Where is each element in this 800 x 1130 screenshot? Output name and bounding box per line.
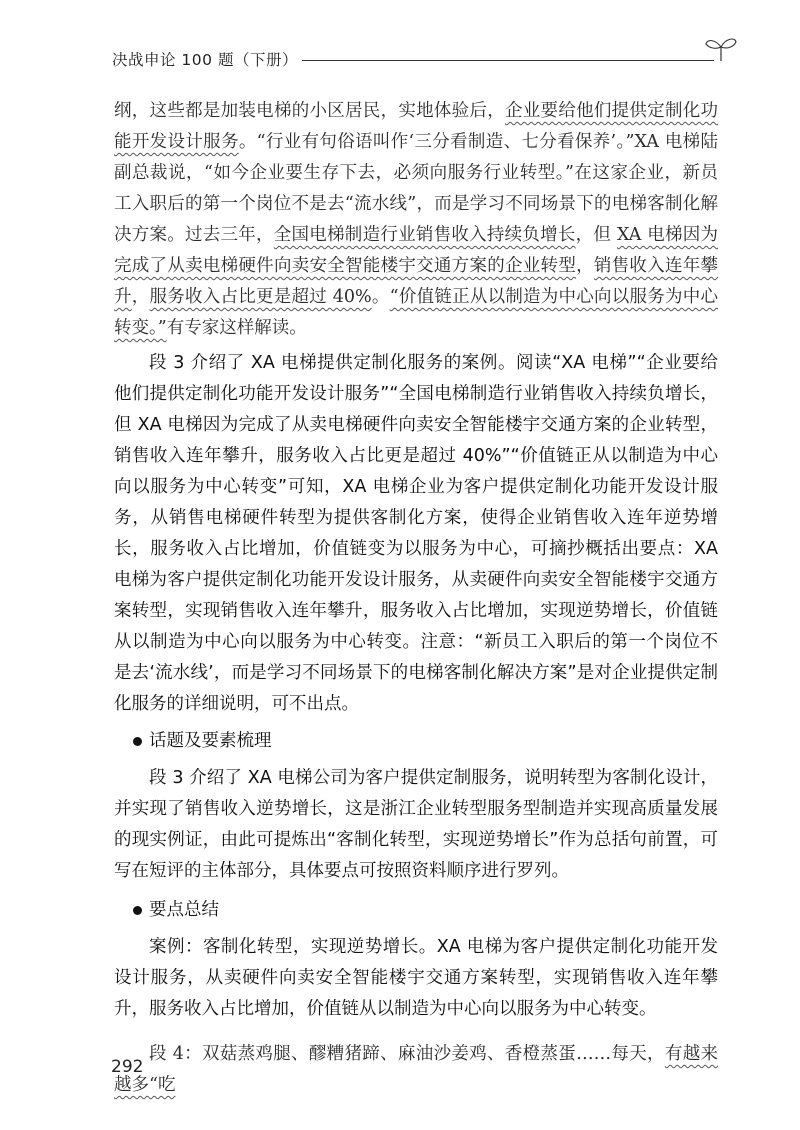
underlined-key-phrase: “价值链正从以制造为中心向以服务为中心转变。”: [114, 287, 719, 338]
underlined-key-phrase: 企业要给他们提供定制化功能开发设计服务: [114, 101, 718, 152]
bullet-dot-icon: [133, 737, 142, 746]
header-title: 决战申论 100 题（下册）: [112, 51, 298, 69]
underlined-key-phrase: 销售收入连年攀升: [114, 256, 719, 307]
text-run: 。: [371, 287, 390, 307]
underlined-key-phrase: 有越来越多“吃: [114, 1044, 719, 1095]
topic-paragraph: 段 3 介绍了 XA 电梯公司为客户提供定制服务，说明转型为客制化设计，并实现了销售收入逆势增长，这是浙江企业转型服务型制造并实现高质量发展的现实例证，由此可提炼出“客制化转型，实现逆势增长”作为总括句前置，可写在短评的主体部分，具体要点可按照资料顺序进行罗列。: [114, 768, 718, 881]
section-heading-text: 话题及要素梳理: [149, 731, 272, 751]
section-heading-text: 要点总结: [149, 900, 219, 920]
page-body: [114, 96, 718, 1101]
header-rule: [302, 60, 714, 61]
material-paragraph: [114, 96, 718, 344]
section-heading-summary: [114, 895, 718, 926]
text-run: 。“行业有句俗语叫作‘三分看制造、七分看保养’。”XA 电梯陆副总裁说，“如今企业要生存下去，必须向服务行业转型。”在这家企业，新员工入职后的第一个岗位不是去“流水线”，而是学习不同场景下的电梯客制化解决方案。过去三年，: [114, 132, 718, 245]
underlined-key-phrase: XA 电梯因为完成了从卖电梯硬件向卖安全智能楼宇交通方案的企业转型: [114, 225, 719, 276]
running-header: [112, 46, 722, 70]
section-heading-topic: [114, 726, 718, 757]
bullet-dot-icon: [133, 906, 142, 915]
text-run: 纲，这些都是加装电梯的小区居民，实地体验后，: [114, 101, 505, 121]
underlined-key-phrase: 全国电梯制造行业销售收入持续负增长: [273, 225, 576, 245]
material-paragraph: [114, 1039, 718, 1101]
text-run: 段 4：双菇蒸鸡腿、醪糟猪蹄、麻油沙姜鸡、香橙蒸蛋……每天，: [149, 1044, 665, 1064]
summary-paragraph: 案例：客制化转型，实现逆势增长。XA 电梯为客户提供定制化功能开发设计服务，从卖硬件向卖安全智能楼宇交通方案转型，实现销售收入连年攀升，服务收入占比增加，价值链从以制造为中心向以服务为中心转变。: [114, 937, 718, 1019]
sprout-leaf-icon: [704, 36, 738, 62]
text-run: ，但: [575, 225, 617, 245]
page-number: 292: [111, 1057, 144, 1077]
text-run: ，: [576, 256, 594, 276]
text-run: ，: [131, 287, 150, 307]
text-run: 有专家这样解读。: [166, 318, 307, 338]
analysis-paragraph: 段 3 介绍了 XA 电梯提供定制化服务的案例。阅读“XA 电梯”“企业要给他们提供定制化功能开发设计服务”“全国电梯制造行业销售收入持续负增长，但 XA 电梯因为完成了从卖电梯硬件向卖安全智能楼宇交通方案的企业转型，销售收入连年攀升，服务收入占比更是超过 40%”“价值链正从以制造为中心向以服务为中心转变”可知，XA 电梯企业为客户提供定制化功能开发设计服务，从销售电梯硬件转型为提供客制化方案，使得企业销售收入连年逆势增长，服务收入占比增加，价值链变为以服务为中心，可摘抄概括出要点：XA 电梯为客户提供定制化功能开发设计服务，从卖硬件向卖安全智能楼宇交通方案转型，实现销售收入连年攀升，服务收入占比增加，实现逆势增长，价值链从以制造为中心向以服务为中心转变。注意：“新员工入职后的第一个岗位不是去‘流水线’，而是学习不同场景下的电梯客制化解决方案”是对企业提供定制化服务的详细说明，可不出点。: [114, 353, 718, 714]
underlined-key-phrase: 服务收入占比更是超过 40%: [149, 287, 372, 307]
